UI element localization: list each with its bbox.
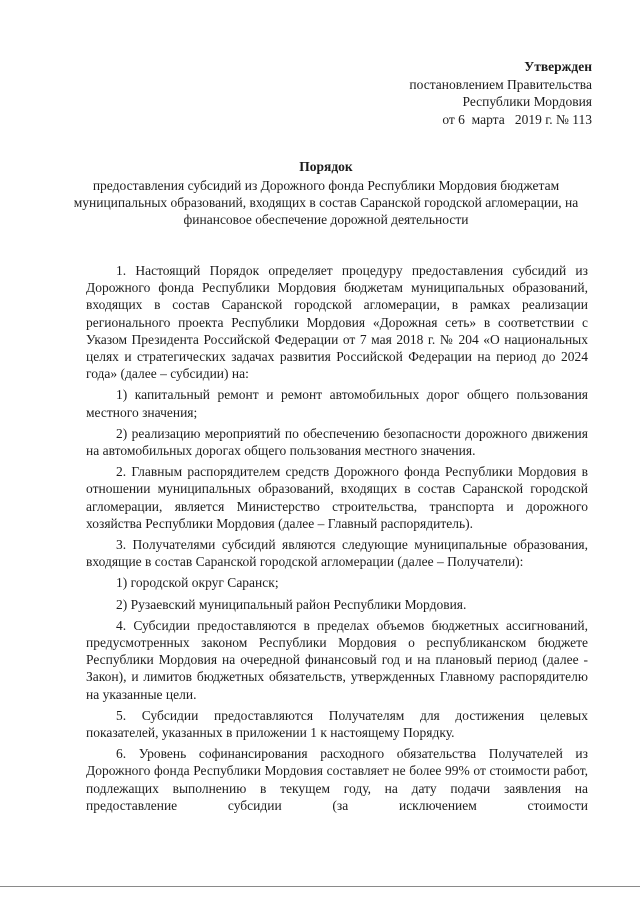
document-title-block	[60, 158, 592, 228]
paragraph-2: 2. Главным распорядителем средств Дорожного фонда Республики Мордовия в отношении муниципальных образований, входящих в состав Саранской городской агломерации, является Министерство строительства, транспорта и дорожного хозяйства Республики Мордовия (далее – Главный распорядитель).	[86, 464, 588, 531]
paragraph-1: 1. Настоящий Порядок определяет процедуру предоставления субсидий из Дорожного фонда Республики Мордовия бюджетам муниципальных образований, входящих в состав Саранской городской агломерации, в рамках реализации регионального проекта Республики Мордовия «Дорожная сеть» в соответствии с Указом Президента Российской Федерации от 7 мая 2018 г. № 204 «О национальных целях и стратегических задачах развития Российской Федерации на период до 2024 года» (далее – субсидии) на:	[86, 263, 588, 382]
paragraph-1-item-1: 1) капитальный ремонт и ремонт автомобильных дорог общего пользования местного значения;	[86, 387, 588, 420]
document-body	[86, 262, 588, 818]
approval-date-line: от 6 марта 2019 г. № 113	[442, 111, 592, 127]
approval-line-2: Республики Мордовия	[462, 94, 592, 109]
paragraph-3: 3. Получателями субсидий являются следующие муниципальные образования, входящие в состав Саранской городской агломерации (далее – Получатели):	[86, 537, 588, 570]
scan-edge-line	[0, 886, 640, 887]
paragraph-1-item-2: 2) реализацию мероприятий по обеспечению безопасности дорожного движения на автомобильных дорогах общего пользования местного значения.	[86, 425, 588, 459]
paragraph-3-item-2: 2) Рузаевский муниципальный район Республики Мордовия.	[116, 596, 467, 612]
approval-line-1: постановлением Правительства	[409, 76, 592, 92]
paragraph-4: 4. Субсидии предоставляются в пределах объемов бюджетных ассигнований, предусмотренных законом Республики Мордовия о республиканском бюджете Республики Мордовия на очередной финансовый год и на плановый период (далее - Закон), и лимитов бюджетных обязательств, утвержденных Главному распорядителю на указанные цели.	[86, 617, 588, 702]
paragraph-3-item-1: 1) городской округ Саранск;	[116, 575, 279, 591]
document-subtitle: предоставления субсидий из Дорожного фонда Республики Мордовия бюджетам муниципальных образований, входящих в состав Саранской городской агломерации, на финансовое обеспечение дорожной деятельности	[73, 178, 579, 227]
document-title: Порядок	[299, 159, 353, 174]
approval-heading: Утвержден	[524, 59, 592, 74]
paragraph-5: 5. Субсидии предоставляются Получателям для достижения целевых показателей, указанных в приложении 1 к настоящему Порядку.	[86, 707, 588, 741]
paragraph-6: 6. Уровень софинансирования расходного обязательства Получателей из Дорожного фонда Республики Мордовия составляет не более 99% от стоимости работ, подлежащих выполнению в текущем году, на дату подачи заявления на предоставление субсидии (за исключением стоимости	[86, 746, 588, 813]
approval-stamp	[352, 58, 592, 128]
